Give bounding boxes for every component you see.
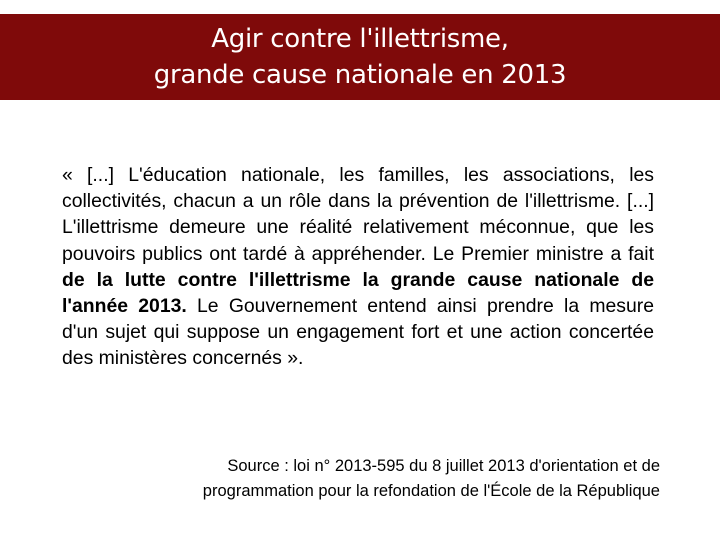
title-banner (0, 14, 720, 100)
title-line-2: grande cause nationale en 2013 (153, 60, 567, 90)
source-line-1: Source : loi n° 2013-595 du 8 juillet 2013 d'orientation et de (227, 457, 660, 475)
title-line-1: Agir contre l'illettrisme, (211, 24, 509, 54)
quote-paragraph (62, 162, 654, 372)
quote-text-emphasis: de la lutte contre l'illettrisme la grande cause nationale de l'année 2013. (62, 268, 654, 318)
source-citation (100, 454, 660, 504)
source-line-2: programmation pour la refondation de l'École de la République (202, 482, 660, 500)
quote-text-intro: « [...] L'éducation nationale, les familles, les associations, les collectivités, chacun a un rôle dans la prévention de l'illettrisme. [...] L'illettrisme demeure une réalité relativement méconnue, que les pouvoirs publics ont tardé à appréhender. Le Premier ministre a fait (62, 164, 654, 265)
quote-text-conclusion: Le Gouvernement entend ainsi prendre la mesure d'un sujet qui suppose un engagement fort et une action concertée des ministères concernés ». (62, 295, 654, 370)
